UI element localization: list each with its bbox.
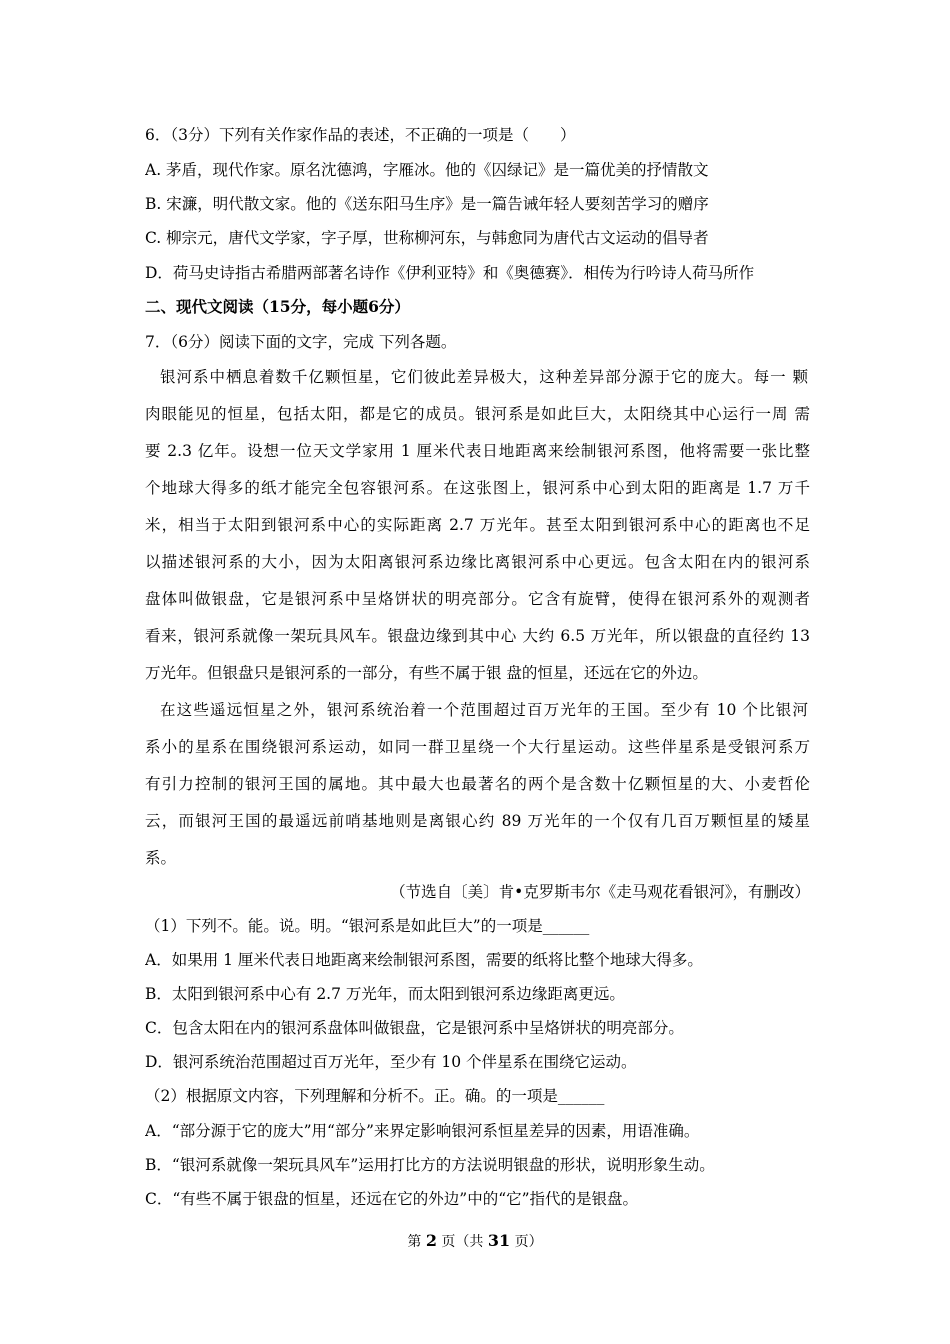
footer-total-pages: 31	[487, 1231, 511, 1250]
q7-sub1-option-b: B．太阳到银河系中心有 2.7 万光年，而太阳到银河系边缘距离更远。	[145, 985, 625, 1003]
passage-line: 有引力控制的银河王国的属地。其中最大也最著名的两个是含数十亿颗恒星的大、小麦哲伦	[145, 775, 810, 793]
passage-line: 个地球大得多的纸才能完全包容银河系。在这张图上，银河系中心到太阳的距离是 1.7 万千	[145, 479, 810, 497]
footer-suffix: 页）	[510, 1234, 543, 1250]
passage-line: 系。	[145, 849, 177, 867]
passage-source: （节选自〔美〕肯•克罗斯韦尔《走马观花看银河》，有删改）	[390, 883, 810, 901]
q7-stem: 7．（6分）阅读下面的文字，完成 下列各题。	[145, 333, 457, 351]
q6-option-a: A. 茅盾，现代作家。原名沈德鸿，字雁冰。他的《囚绿记》是一篇优美的抒情散文	[145, 161, 709, 179]
q6-option-d: D．荷马史诗指古希腊两部著名诗作《伊利亚特》和《奥德赛》．相传为行吟诗人荷马所作	[145, 264, 755, 282]
footer-middle: 页（共	[436, 1234, 488, 1250]
passage-line: 肉眼能见的恒星，包括太阳，都是它的成员。银河系是如此巨大，太阳绕其中心运行一周 需	[145, 405, 810, 423]
q7-sub1-option-d: D．银河系统治范围超过百万光年，至少有 10 个伴星系在围绕它运动。	[145, 1053, 637, 1071]
q7-sub2-option-c: C．“有些不属于银盘的恒星，还远在它的外边”中的“它”指代的是银盘。	[145, 1190, 639, 1208]
passage-line: 看来，银河系就像一架玩具风车。银盘边缘到其中心 大约 6.5 万光年，所以银盘的直径约 13	[145, 627, 810, 645]
passage-line: 米，相当于太阳到银河系中心的实际距离 2.7 万光年。甚至太阳到银河系中心的距离也不足	[145, 516, 810, 534]
page-footer	[0, 1230, 950, 1253]
footer-page-number: 2	[425, 1231, 437, 1250]
passage-line: 在这些遥远恒星之外，银河系统治着一个范围超过百万光年的王国。至少有 10 个比银河	[160, 701, 808, 719]
q7-sub1-option-c: C．包含太阳在内的银河系盘体叫做银盘，它是银河系中呈烙饼状的明亮部分。	[145, 1019, 684, 1037]
passage-line: 万光年。但银盘只是银河系的一部分，有些不属于银 盘的恒星，还远在它的外边。	[145, 664, 708, 682]
section-heading: 二、现代文阅读（15分，每小题6分）	[145, 297, 410, 316]
passage-line: 银河系中栖息着数千亿颗恒星，它们彼此差异极大，这种差异部分源于它的庞大。每一 颗	[160, 368, 808, 386]
footer-prefix: 第	[407, 1234, 426, 1250]
q6-option-c: C. 柳宗元，唐代文学家，字子厚，世称柳河东，与韩愈同为唐代古文运动的倡导者	[145, 229, 709, 247]
q7-sub1-stem: （1）下列不。能。说。明。“银河系是如此巨大”的一项是______	[145, 917, 590, 935]
passage-line: 要 2.3 亿年。设想一位天文学家用 1 厘米代表日地距离来绘制银河系图，他将需要一张比整	[145, 442, 810, 460]
passage-line: 云，而银河王国的最遥远前哨基地则是离银心约 89 万光年的一个仅有几百万颗恒星的矮星	[145, 812, 810, 830]
passage-line: 盘体叫做银盘，它是银河系中呈烙饼状的明亮部分。它含有旋臂，使得在银河系外的观测者	[145, 590, 810, 608]
q6-option-b: B. 宋濂，明代散文家。他的《送东阳马生序》是一篇告诫年轻人要刻苦学习的赠序	[145, 195, 709, 213]
passage-line: 以描述银河系的大小，因为太阳离银河系边缘比离银河系中心更远。包含太阳在内的银河系	[145, 553, 810, 571]
q7-sub2-stem: （2）根据原文内容，下列理解和分析不。正。确。的一项是______	[145, 1087, 605, 1105]
passage-line: 系小的星系在围绕银河系运动，如同一群卫星绕一个大行星运动。这些伴星系是受银河系万	[145, 738, 810, 756]
q7-sub1-option-a: A．如果用 1 厘米代表日地距离来绘制银河系图，需要的纸将比整个地球大得多。	[145, 951, 703, 969]
q6-stem: 6．（3分）下列有关作家作品的表述，不正确的一项是（ ）	[145, 126, 576, 144]
q7-sub2-option-b: B．“银河系就像一架玩具风车”运用打比方的方法说明银盘的形状，说明形象生动。	[145, 1156, 715, 1174]
q7-sub2-option-a: A．“部分源于它的庞大”用“部分”来界定影响银河系恒星差异的因素，用语准确。	[145, 1122, 700, 1140]
